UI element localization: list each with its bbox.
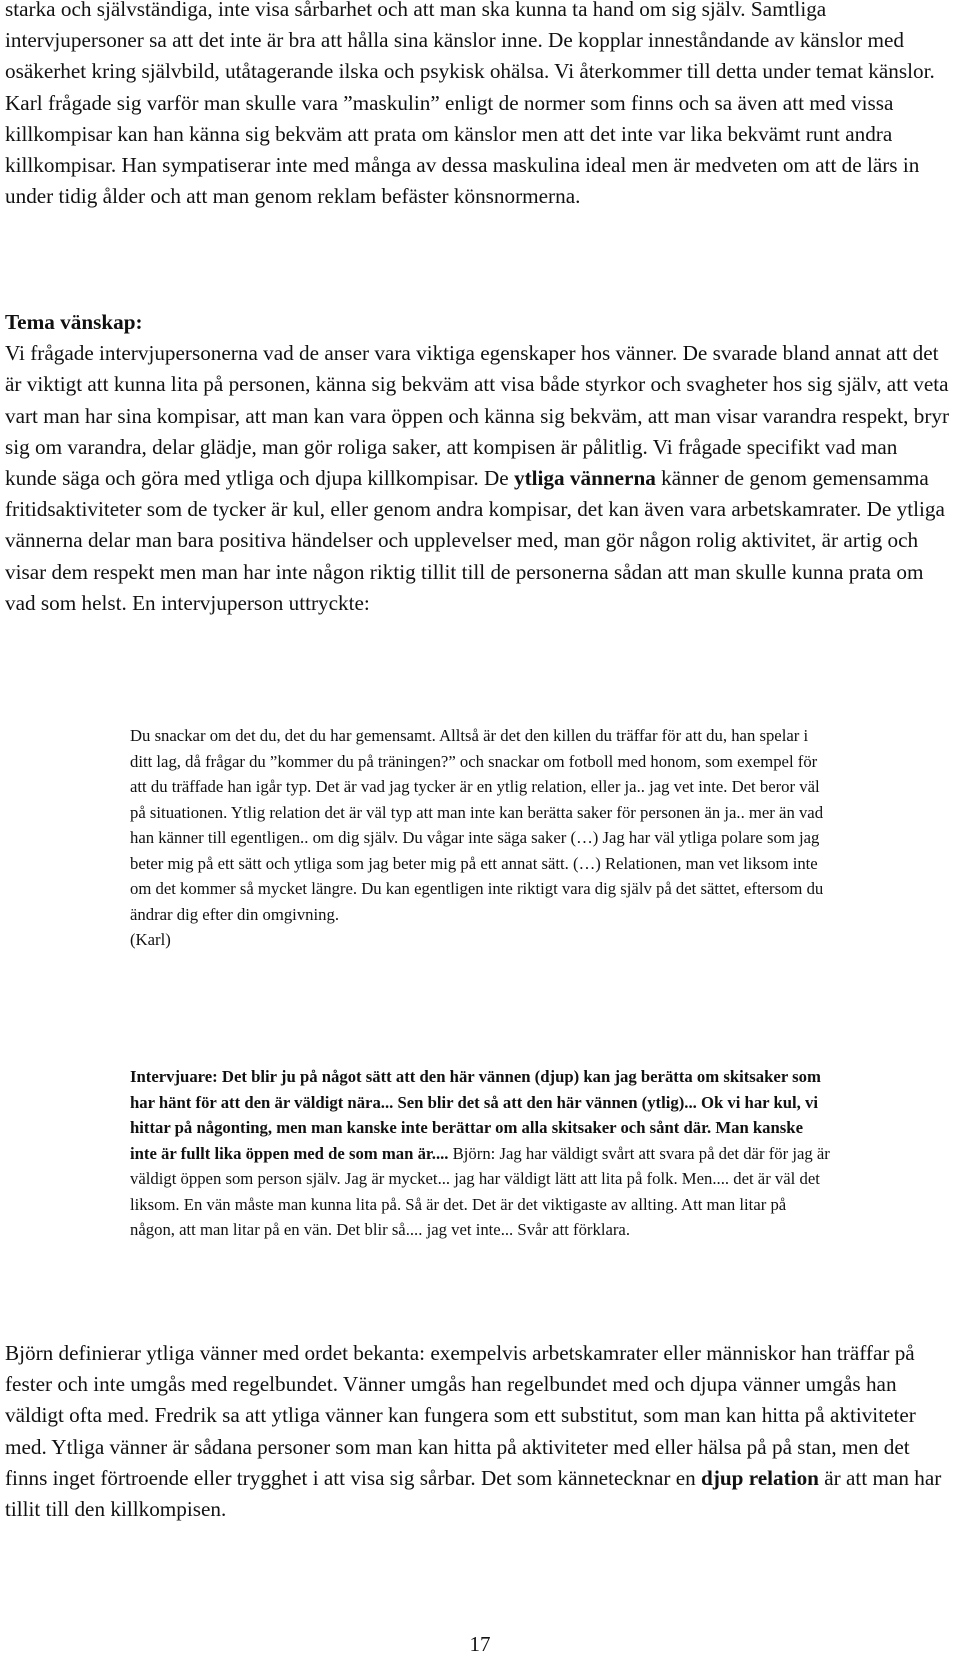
tema-bold-ytliga-vannerna: ytliga vännerna xyxy=(513,466,656,491)
bjorn-answer: Björn: Jag har väldigt svårt att svara på det där för jag är väldigt öppen som person själv. Jag är mycket... jag har väldigt lätt att lita på folk. Men.... det är väl det liksom. En vän måste man kunna lita på. Så är det. Det är det viktigaste av allting. Att man litar på någon, att man litar på en vän. Det blir så.... jag vet inte... Svår att förklara. xyxy=(130,1143,830,1239)
after-bold-djup-relation: djup relation xyxy=(701,1465,819,1490)
quote-karl-text: Du snackar om det du, det du har gemensamt. Alltså är det den killen du träffar för att du, han spelar i ditt lag, då frågar du ”kommer du på träningen?” och snackar om fotboll med honom, som exempel för att du träffade han igår typ. Det är vad jag tycker är en ytlig relation, eller ja.. jag vet inte. Det beror väl på situationen. Ytlig relation det är väl typ att man inte kan berätta saker för personen än ja.. mer än vad han känner till egentligen.. om dig själv. Du vågar inte säga saker (…) Jag har väl ytliga polare som jag beter mig på ett sätt och ytliga som jag beter mig på ett annat sätt. (…) Relationen, man vet liksom inte om det kommer så mycket längre. Du kan egentligen inte riktigt vara dig själv på det sättet, eftersom du ändrar dig efter din omgivning. xyxy=(130,726,824,924)
tema-text-part-2: känner de genom gemensamma fritidsaktiviteter som de tycker är kul, eller genom andra kompisar, det kan även vara arbetskamrater. De ytliga vännerna delar man bara positiva händelser och upplevelser med, man gör någon rolig aktivitet, är artig och visar dem respekt men man har inte någon riktig tillit till de personerna sådan att man skulle kunna prata om vad som helst. En intervjuperson uttryckte: xyxy=(5,466,945,615)
section-heading: Tema vänskap: xyxy=(5,310,143,334)
closing-paragraph xyxy=(5,1338,953,1525)
block-quote-karl xyxy=(130,723,830,953)
interviewer-question: Intervjuare: Det blir ju på något sätt att den här vännen (djup) kan jag berätta om skitsaker som har hänt för att den är väldigt nära... Sen blir det så att den här vännen (ytlig)... Ok vi har kul, vi hittar på någonting, men man kanske inte berättar om alla skitsaker och sånt där. Man kanske inte är fullt lika öppen med de som man är.... xyxy=(130,1067,821,1163)
page-number: 17 xyxy=(469,1632,491,1656)
tema-text-part-1: Vi frågade intervjupersonerna vad de anser vara viktiga egenskaper hos vänner. De svarade bland annat att det är viktigt att kunna lita på personen, känna sig bekväm att visa både styrkor och svagheter hos sig själv, att veta vart man har sina kompisar, att man kan vara öppen och känna sig bekväm, att man visar varandra respekt, bryr sig om varandra, delar glädje, man gör roliga saker, att kompisen är pålitlig. Vi frågade specifikt vad man kunde säga och göra med ytliga och djupa killkompisar. De xyxy=(5,341,950,491)
after-text-part-2: är att man har tillit till den killkompisen. xyxy=(5,1465,942,1522)
block-quote-bjorn xyxy=(130,1064,830,1243)
intro-text: starka och självständiga, inte visa sårbarhet och att man ska kunna ta hand om sig själv. Samtliga intervjupersoner sa att det inte är bra att hålla sina känslor inne. De kopplar inneståndande av känslor med osäkerhet kring självbild, utåtagerande ilska och psykisk ohälsa. Vi återkommer till detta under temat känslor. Karl frågade sig varför man skulle vara ”maskulin” enligt de normer som finns och sa även att med vissa killkompisar kan han känna sig bekväm att prata om känslor men att det inte var lika bekvämt runt andra killkompisar. Han sympatiserar inte med många av dessa maskulina ideal men är medveten om att de lärs in under tidig ålder och att man genom reklam befäster könsnormerna. xyxy=(5,0,935,209)
quote-karl-speaker: (Karl) xyxy=(130,930,171,949)
intro-paragraph xyxy=(5,0,953,212)
after-text-part-1: Björn definierar ytliga vänner med ordet bekanta: exempelvis arbetskamrater eller människor han träffar på fester och inte umgås med regelbundet. Vänner umgås han regelbundet med och djupa vänner umgås han väldigt ofta med. Fredrik sa att ytliga vänner kan fungera som ett substitut, som man kan hitta på aktiviteter med. Ytliga vänner är sådana personer som man kan hitta på aktiviteter med eller hälsa på på stan, men det finns inget förtroende eller trygghet i att visa sig sårbar. Det som kännetecknar en xyxy=(5,1341,916,1490)
section-tema-vanskap xyxy=(5,307,953,619)
